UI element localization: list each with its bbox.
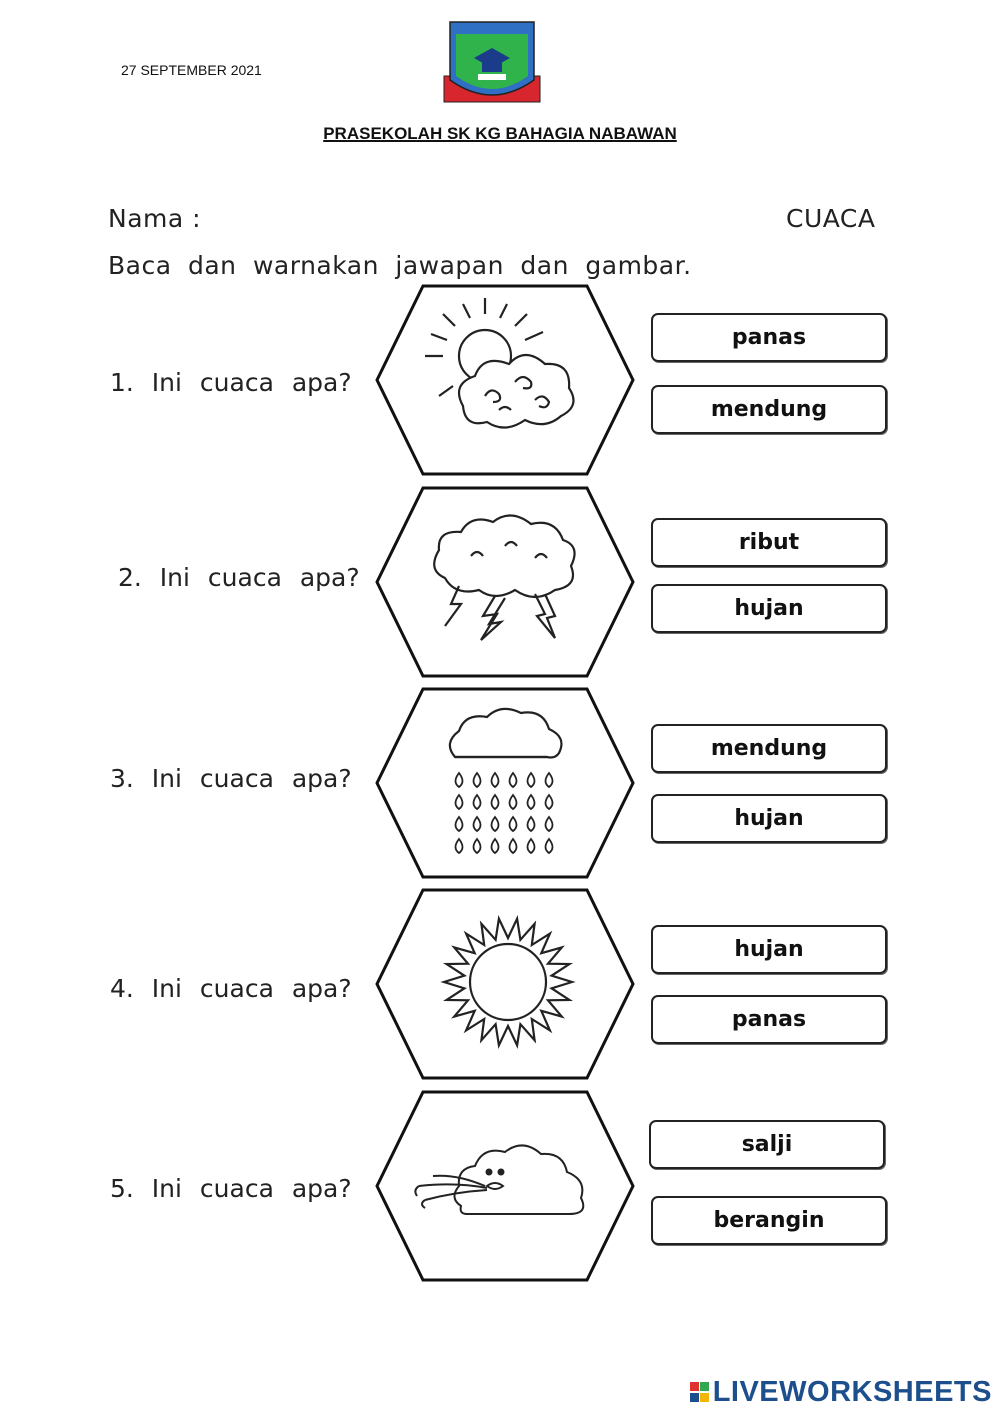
question-label: 3. Ini cuaca apa?: [110, 764, 352, 793]
question-label: 5. Ini cuaca apa?: [110, 1174, 352, 1203]
question-label: 1. Ini cuaca apa?: [110, 368, 352, 397]
answer-option[interactable]: panas: [651, 995, 887, 1044]
answer-option[interactable]: ribut: [651, 518, 887, 567]
question-label: 2. Ini cuaca apa?: [118, 563, 360, 592]
answer-option[interactable]: berangin: [651, 1196, 887, 1245]
answer-option[interactable]: panas: [651, 313, 887, 362]
date-label: 27 SEPTEMBER 2021: [121, 62, 262, 78]
school-logo: [436, 18, 548, 114]
liveworksheets-icon: [690, 1380, 710, 1406]
answer-option[interactable]: mendung: [651, 724, 887, 773]
question-picture[interactable]: [375, 687, 635, 879]
instruction-text: Baca dan warnakan jawapan dan gambar.: [108, 251, 692, 280]
question-picture[interactable]: [375, 486, 635, 678]
question-picture[interactable]: [375, 284, 635, 476]
liveworksheets-logo: [690, 1376, 992, 1409]
question-label: 4. Ini cuaca apa?: [110, 974, 352, 1003]
brand-name: LIVEWORKSHEETS: [712, 1376, 992, 1408]
answer-option[interactable]: salji: [649, 1120, 885, 1169]
answer-option[interactable]: hujan: [651, 925, 887, 974]
name-label: Nama :: [108, 204, 202, 233]
answer-option[interactable]: hujan: [651, 794, 887, 843]
topic-title: CUACA: [786, 204, 876, 233]
answer-option[interactable]: hujan: [651, 584, 887, 633]
answer-option[interactable]: mendung: [651, 385, 887, 434]
question-picture[interactable]: [375, 1090, 635, 1282]
question-picture[interactable]: [375, 888, 635, 1080]
school-title: PRASEKOLAH SK KG BAHAGIA NABAWAN: [323, 124, 677, 143]
